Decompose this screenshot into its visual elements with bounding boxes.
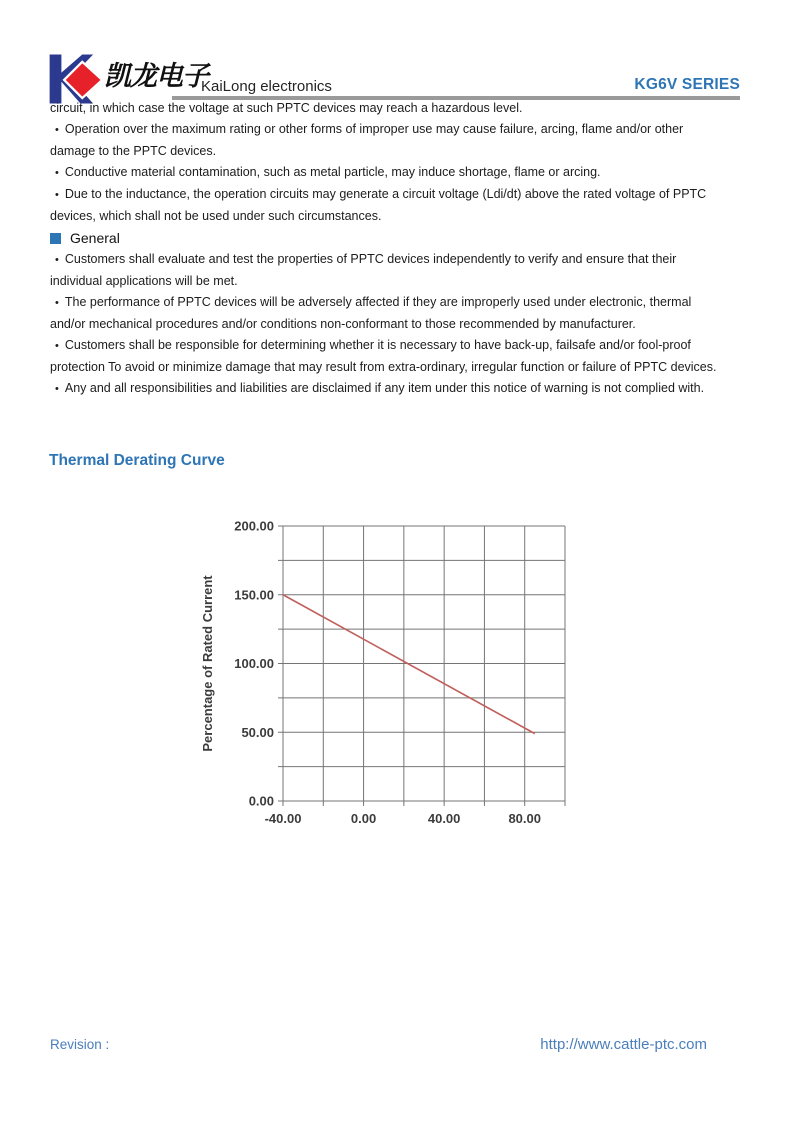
notice-text-block [50,98,726,400]
general-bullet-text: The performance of PPTC devices will be adversely affected if they are improperly used under electronic, thermal and/or mechanical procedures and/or conditions non-conformant to those recommended by manufacturer. [50,295,692,331]
warning-bullet-item [50,184,726,227]
general-section-title: General [70,230,120,246]
company-name-chinese: 凯龙电子 [104,61,208,92]
svg-text:80.00: 80.00 [508,811,541,826]
warning-bullet-text: Due to the inductance, the operation circuits may generate a circuit voltage (Ldi/dt) above the rated voltage of PPTC devices, which shall not be used under such circumstances. [50,187,707,223]
svg-text:50.00: 50.00 [241,724,274,740]
bullet-icon: • [55,124,59,136]
general-bullet-text: Customers shall be responsible for determining whether it is necessary to have back-up, failsafe and/or fool-proof protection To avoid or minimize damage that may result from extra-ordinary, irregular function or failure of PPTC devices. [50,338,717,374]
bullet-icon: • [55,167,59,179]
warning-bullet-text: Conductive material contamination, such as metal particle, may induce shortage, flame or arcing. [64,165,601,179]
general-bullet-text: Any and all responsibilities and liabilities are disclaimed if any item under this notice of warning is not complied with. [64,381,705,395]
thermal-derating-chart [180,513,600,853]
page-footer [50,1036,707,1053]
series-title: KG6V SERIES [634,76,740,93]
bullet-icon: • [55,297,59,309]
chart-section-heading: Thermal Derating Curve [49,452,225,469]
svg-text:Percentage of Rated Current: Percentage of Rated Current [200,575,215,752]
bullet-icon: • [55,189,59,201]
website-link[interactable]: http://www.cattle-ptc.com [540,1036,707,1053]
warning-bullet-text: Operation over the maximum rating or other forms of improper use may cause failure, arcing, flame and/or other damage to the PPTC devices. [50,122,684,158]
warning-bullet-item [50,162,726,184]
svg-text:100.00: 100.00 [234,656,274,671]
svg-text:-40.00: -40.00 [264,811,302,826]
bullet-icon: • [55,254,59,266]
section-square-bullet-icon [50,233,61,244]
general-bullet-text: Customers shall evaluate and test the properties of PPTC devices independently to verify and ensure that their individual applications will be met. [50,252,677,288]
svg-text:40.00: 40.00 [427,811,461,826]
derating-line [283,595,535,734]
derating-chart-plot [180,513,600,853]
svg-text:0.00: 0.00 [248,793,274,809]
intro-continuation-line: circuit, in which case the voltage at such PPTC devices may reach a hazardous level. [50,101,523,115]
company-name-english: KaiLong electronics [201,78,332,95]
bullet-icon: • [55,340,59,352]
general-bullet-item [50,378,726,400]
general-bullet-item [50,249,726,292]
bullet-icon: • [55,383,59,395]
svg-text:200.00: 200.00 [234,518,274,534]
general-bullet-item [50,335,726,378]
revision-label: Revision : [50,1037,110,1052]
svg-text:0.00: 0.00 [350,811,377,826]
general-section-heading [50,227,726,249]
general-bullet-item [50,292,726,335]
svg-text:150.00: 150.00 [234,587,274,603]
warning-bullet-item [50,119,726,162]
